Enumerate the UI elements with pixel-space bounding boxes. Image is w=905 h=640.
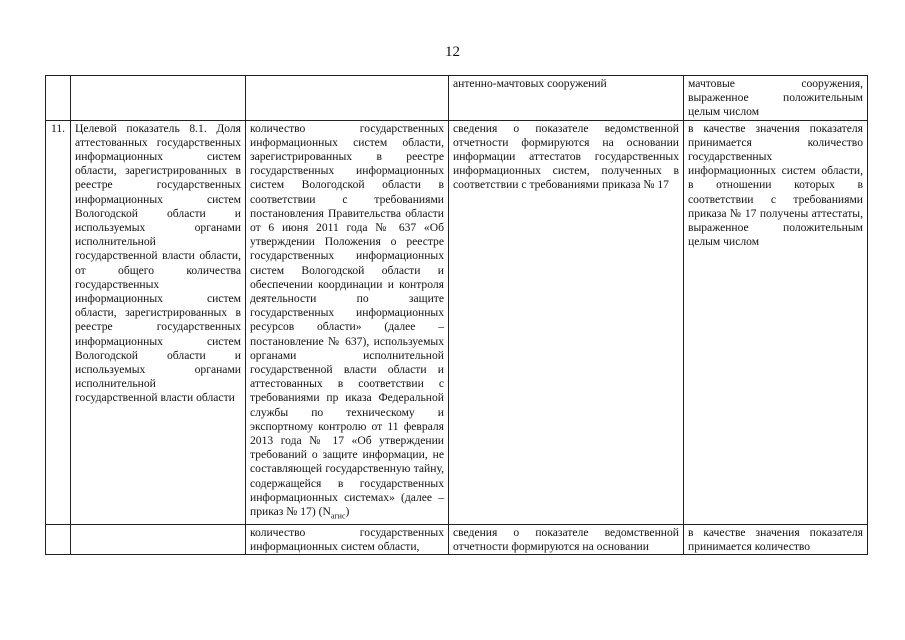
table-row: [46, 524, 868, 554]
table-row: [46, 76, 868, 121]
calculation-cell: [246, 524, 449, 554]
calculation-cell: [246, 76, 449, 121]
row-number-cell: [46, 524, 71, 554]
table-row: [46, 120, 868, 524]
calculation-text-end: ): [345, 505, 350, 519]
indicators-table: [45, 75, 868, 555]
source-text: сведения о показателе ведомственной отчетности формируются на основании: [453, 525, 679, 553]
row-number-cell: 11.: [46, 120, 71, 524]
indicator-cell: [71, 524, 246, 554]
value-cell: в качестве значения показателя принимается количество государственных информационных систем области, в отношении которых в соответствии с требованиями приказа № 17 получены аттестаты, выраженное положительным целым числом: [684, 120, 868, 524]
value-cell: мачтовые сооружения, выраженное положительным целым числом: [684, 76, 868, 121]
source-cell: антенно-мачтовых сооружений: [449, 76, 684, 121]
calculation-cell: [246, 120, 449, 524]
value-text: в качестве значения показателя принимается количество: [688, 525, 863, 553]
row-number-cell: [46, 76, 71, 121]
calculation-text: количество государственных информационных систем области, зарегистрированных в реестре государственных информационных систем Вологодской области в соответствии с требованиями постановления Правительства области от 6 июня 2011 года № 637 «Об утверждении Положения о реестре государственных информационных систем Вологодской области и обеспечении координации и контроля деятельности по защите государственных информационных ресурсов области» (далее – постановление № 637), используемых органами исполнительной государственной власти области и аттестованных в соответствии с требованиями пр иказа Федеральной службы по техническому и экспортному контролю от 11 февраля 2013 года № 17 «Об утверждении требований о защите информации, не составляющей государственную тайну, содержащейся в государственных информационных системах» (далее – приказ № 17) (N: [250, 121, 444, 519]
page-number: 12: [445, 44, 460, 60]
calculation-subscript: агис: [330, 511, 346, 521]
indicator-cell: Целевой показатель 8.1. Доля аттестованных государственных информационных систем области, зарегистрированных в реестре государственных информационных систем Вологодской области и используемых органами исполнительной государственной власти области, от общего количества государственных информационных систем области, зарегистрированных в реестре государственных информационных систем Вологодской области и используемых органами исполнительной государственной власти области: [71, 120, 246, 524]
calculation-text: количество государственных информационных систем области,: [250, 525, 444, 553]
value-cell: [684, 524, 868, 554]
source-cell: сведения о показателе ведомственной отчетности формируются на основании информации аттестатов государственных информационных систем, полученных в соответствии с требованиями приказа № 17: [449, 120, 684, 524]
indicator-cell: [71, 76, 246, 121]
source-cell: [449, 524, 684, 554]
